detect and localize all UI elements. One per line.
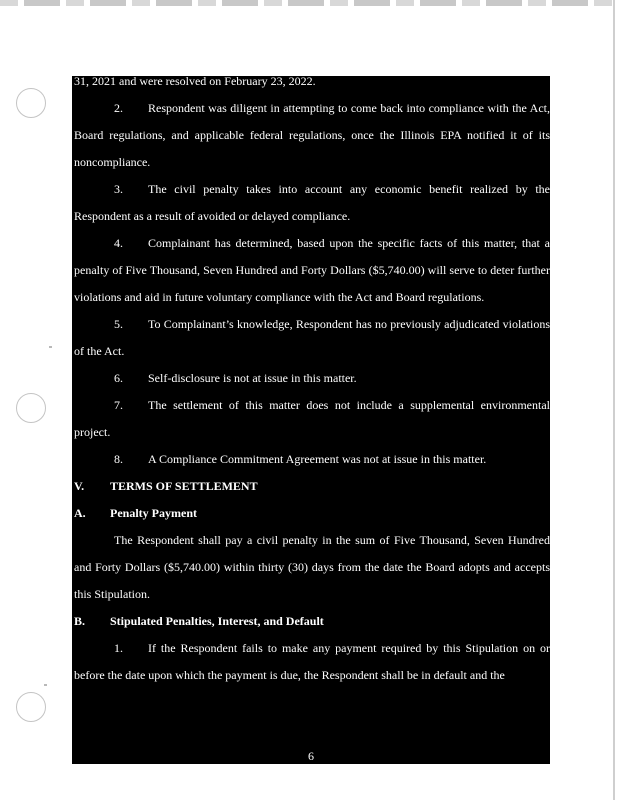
- page-right-edge: [613, 0, 615, 800]
- subsection-title: Stipulated Penalties, Interest, and Default: [110, 614, 324, 628]
- page-number: 6: [308, 749, 314, 763]
- stipulated-penalties-item-1: [74, 635, 550, 689]
- item-text: Self-disclosure is not at issue in this matter.: [148, 371, 357, 385]
- punch-hole-bottom: [16, 692, 46, 722]
- subsection-number: B.: [74, 614, 86, 628]
- paragraph-item-4: [74, 230, 550, 311]
- paragraph-item-6: [74, 365, 550, 392]
- scan-top-edge: [0, 0, 618, 6]
- item-text: A Compliance Commitment Agreement was not at issue in this matter.: [148, 452, 487, 466]
- item-number: 3.: [114, 182, 123, 196]
- penalty-payment-paragraph: The Respondent shall pay a civil penalty in the sum of Five Thousand, Seven Hundred and Forty Dollars ($5,740.00) within thirty (30) days from the date the Board adopts and accepts this Stipulation.: [74, 533, 550, 601]
- scan-speck: [44, 684, 47, 686]
- paragraph-item-8: [74, 446, 550, 473]
- intro-line: 31, 2021 and were resolved on February 23, 2022.: [74, 74, 316, 88]
- document-body: [74, 68, 550, 689]
- subsection-number: A.: [74, 506, 86, 520]
- item-number: 5.: [114, 317, 123, 331]
- section-heading-v: [74, 473, 550, 500]
- document-page: [72, 76, 550, 764]
- item-text: To Complainant’s knowledge, Respondent has no previously adjudicated violations of the Act.: [74, 317, 550, 358]
- item-number: 8.: [114, 452, 123, 466]
- scan-speck: [49, 346, 52, 348]
- paragraph-item-2: [74, 95, 550, 176]
- item-number: 4.: [114, 236, 123, 250]
- paragraph-item-5: [74, 311, 550, 365]
- section-number: V.: [74, 479, 85, 493]
- item-number: 6.: [114, 371, 123, 385]
- item-text: The settlement of this matter does not include a supplemental environmental project.: [74, 398, 550, 439]
- item-text: Respondent was diligent in attempting to come back into compliance with the Act, Board regulations, and applicable federal regulations, once the Illinois EPA notified it of its noncompliance.: [74, 101, 550, 169]
- subsection-heading-a: [74, 500, 550, 527]
- subsection-heading-b: [74, 608, 550, 635]
- item-number: 2.: [114, 101, 123, 115]
- punch-hole-middle: [16, 393, 46, 423]
- item-text: If the Respondent fails to make any payment required by this Stipulation on or before the date upon which the payment is due, the Respondent shall be in default and the: [74, 641, 550, 682]
- punch-hole-top: [16, 88, 46, 118]
- section-title: TERMS OF SETTLEMENT: [110, 479, 258, 493]
- subsection-title: Penalty Payment: [110, 506, 197, 520]
- item-number: 1.: [114, 641, 123, 655]
- item-text: The civil penalty takes into account any economic benefit realized by the Respondent as a result of avoided or delayed compliance.: [74, 182, 550, 223]
- paragraph-item-3: [74, 176, 550, 230]
- paragraph-item-7: [74, 392, 550, 446]
- item-number: 7.: [114, 398, 123, 412]
- item-text: Complainant has determined, based upon the specific facts of this matter, that a penalty of Five Thousand, Seven Hundred and Forty Dollars ($5,740.00) will serve to deter further violations and aid in future voluntary compliance with the Act and Board regulations.: [74, 236, 550, 304]
